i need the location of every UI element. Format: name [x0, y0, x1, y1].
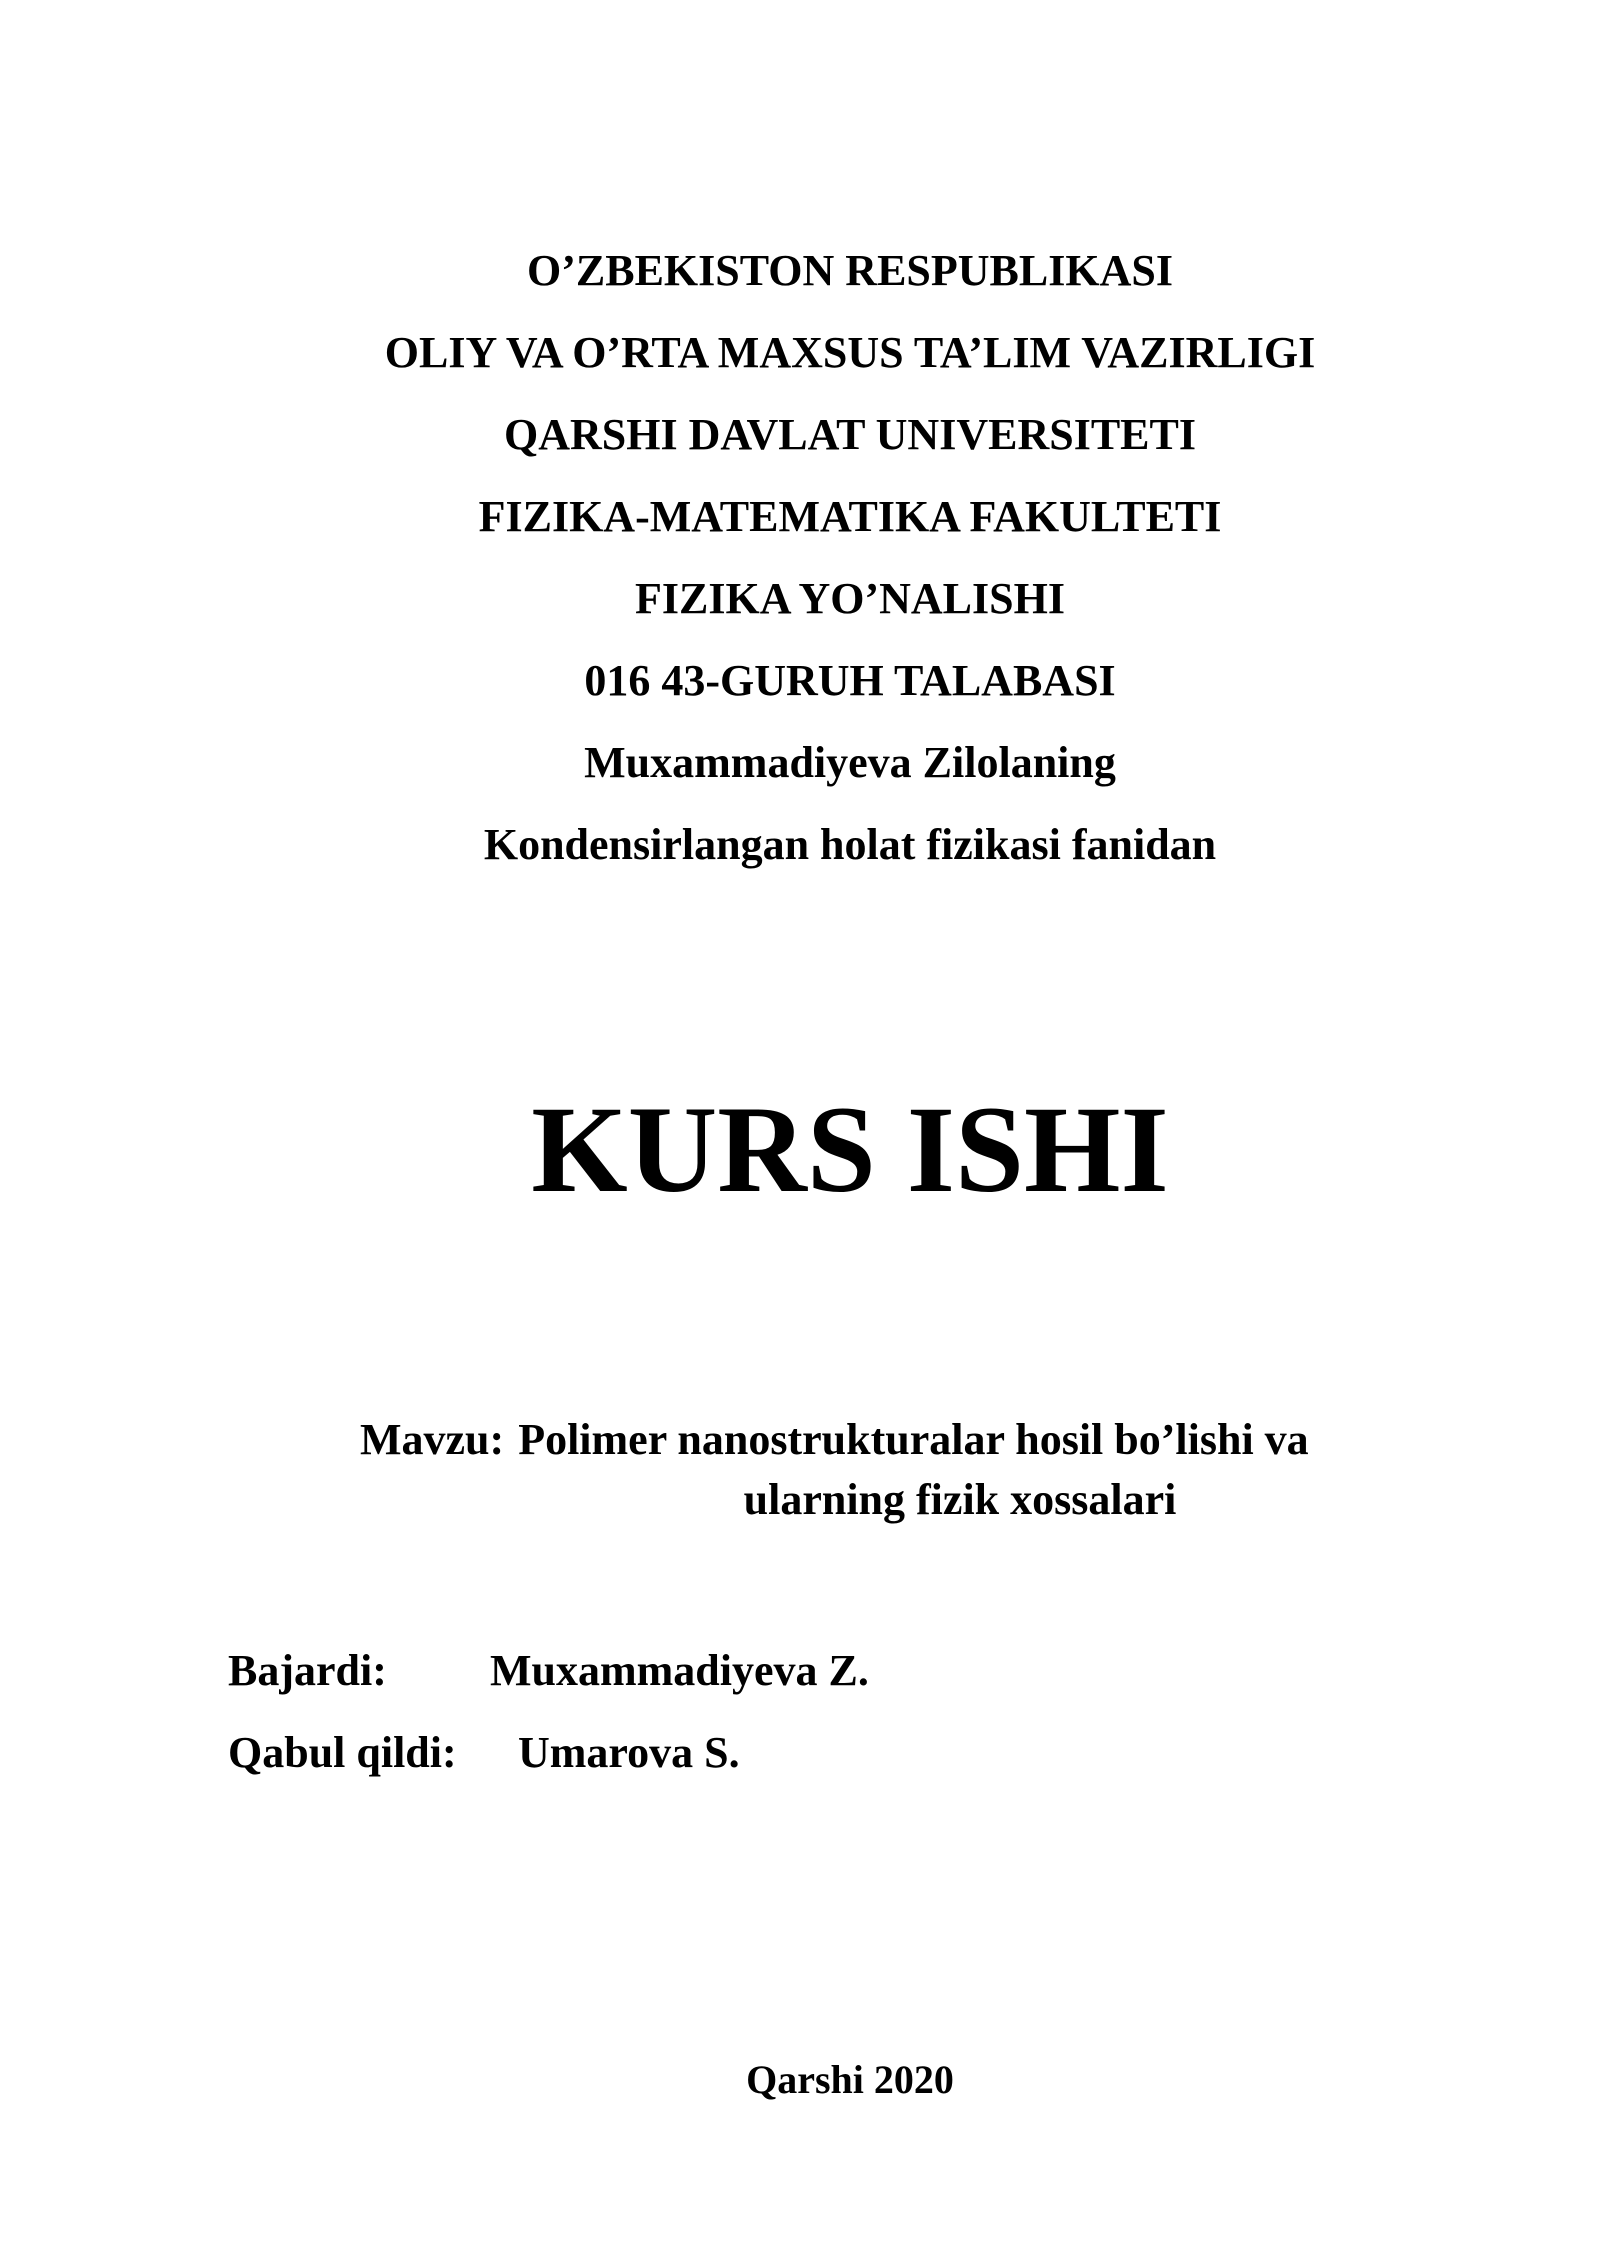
topic-text-line2: ularning fizik xossalari	[743, 1475, 1177, 1524]
performed-label: Bajardi:	[228, 1646, 387, 1695]
student-name-line: Muxammadiyeva Zilolaning	[584, 738, 1116, 787]
topic-text-line1: Polimer nanostrukturalar hosil bo’lishi va	[518, 1415, 1309, 1464]
topic-label: Mavzu:	[360, 1415, 505, 1464]
accepted-row	[228, 1712, 869, 1794]
department-line: FIZIKA YO’NALISHI	[635, 574, 1065, 623]
country-line: O’ZBEKISTON RESPUBLIKASI	[527, 246, 1173, 295]
signature-block	[228, 1630, 869, 1794]
group-line: 016 43-GURUH TALABASI	[584, 656, 1116, 705]
topic-first-line	[360, 1410, 1420, 1470]
subject-line: Kondensirlangan holat fizikasi fanidan	[483, 820, 1217, 869]
faculty-line: FIZIKA-MATEMATIKA FAKULTETI	[478, 492, 1222, 541]
accepted-label: Qabul qildi:	[228, 1728, 457, 1777]
accepted-name: Umarova S.	[518, 1728, 740, 1777]
ministry-line: OLIY VA O’RTA MAXSUS TA’LIM VAZIRLIGI	[384, 328, 1316, 377]
performed-row	[228, 1630, 869, 1712]
topic-block	[360, 1410, 1420, 1530]
performed-name: Muxammadiyeva Z.	[490, 1646, 869, 1695]
institution-header	[0, 230, 1600, 886]
university-line: QARSHI DAVLAT UNIVERSITETI	[504, 410, 1196, 459]
document-title: KURS ISHI	[531, 1081, 1169, 1218]
place-year: Qarshi 2020	[746, 2057, 954, 2102]
